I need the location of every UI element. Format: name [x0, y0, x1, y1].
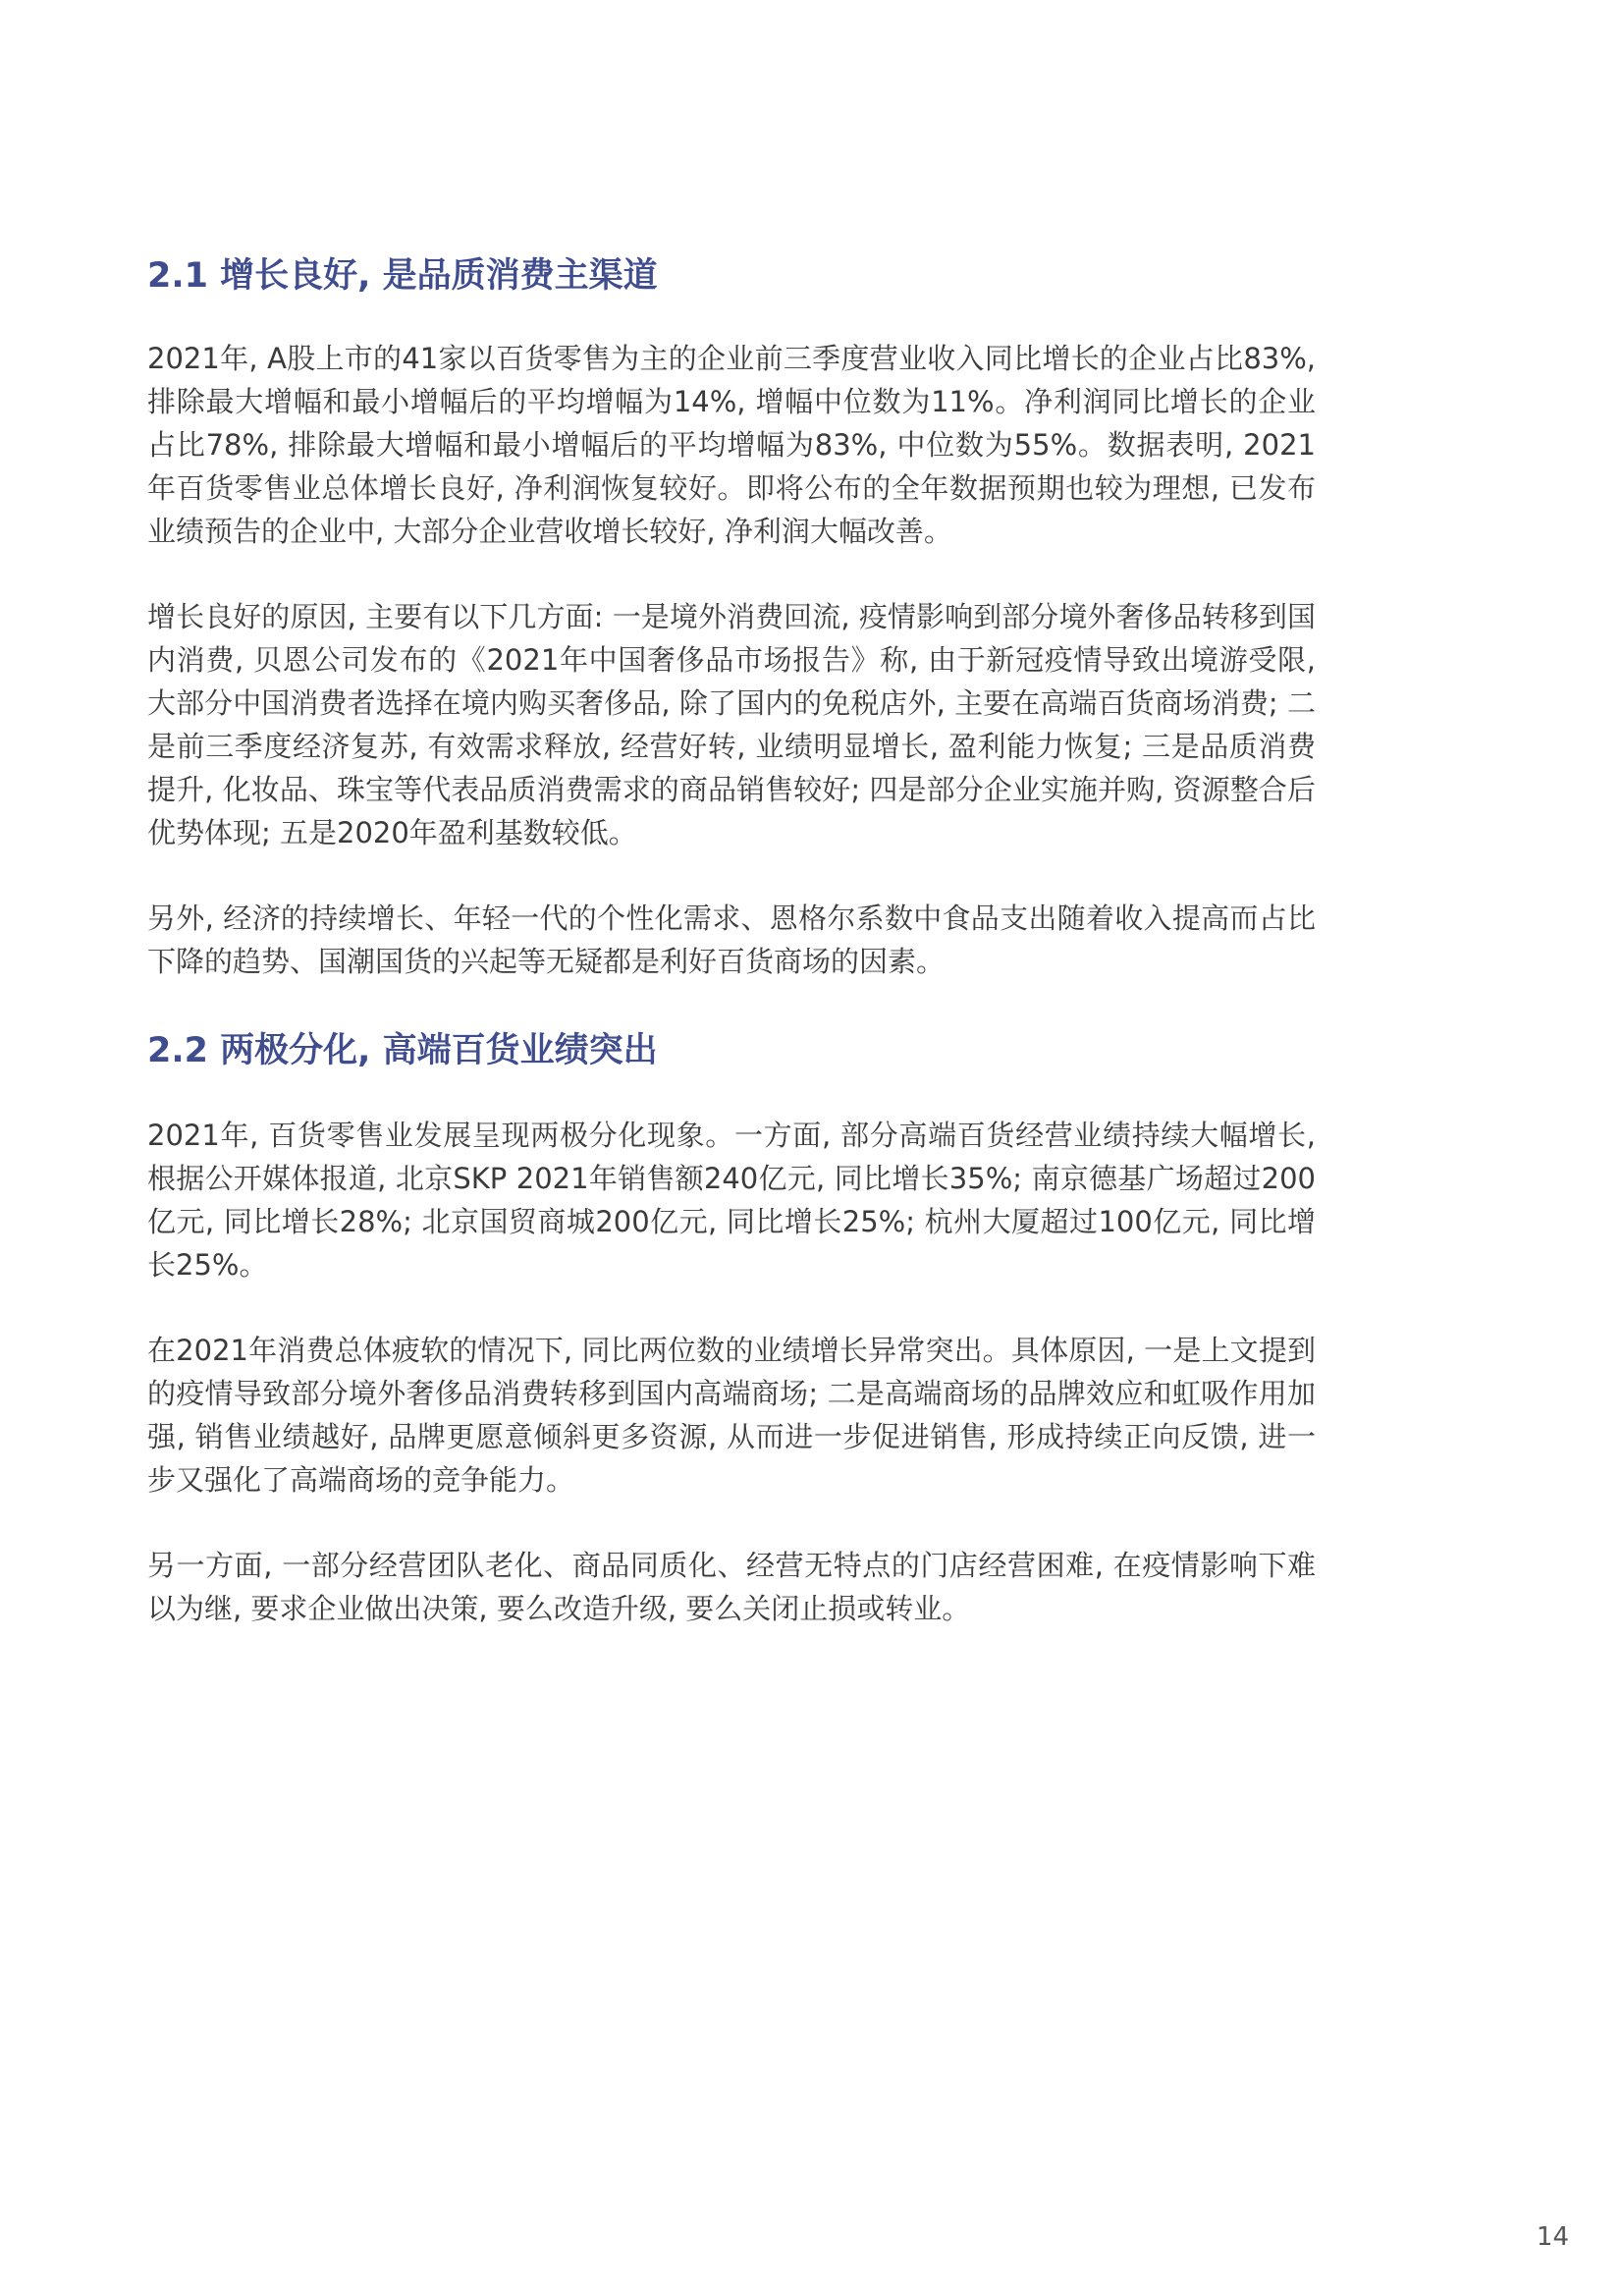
section-heading-2-1: 2.1 增长良好, 是品质消费主渠道: [147, 256, 658, 296]
paragraph-2-1-2: 增长良好的原因, 主要有以下几方面: 一是境外消费回流, 疫情影响到部分境外奢侈品转移到国内消费, 贝恩公司发布的《2021年中国奢侈品市场报告》称, 由于新冠疫情导致出境游受限, 大部分中国消费者选择在境内购买奢侈品, 除了国内的免税店外, 主要在高端百货商场消费; 二是前三季度经济复苏, 有效需求释放, 经营好转, 业绩明显增长, 盈利能力恢复; 三是品质消费提升, 化妆品、珠宝等代表品质消费需求的商品销售较好; 四是部分企业实施并购, 资源整合后优势体现; 五是2020年盈利基数较低。: [147, 600, 1316, 849]
paragraph-2-2-1: 2021年, 百货零售业发展呈现两极分化现象。一方面, 部分高端百货经营业绩持续大幅增长, 根据公开媒体报道, 北京SKP 2021年销售额240亿元, 同比增长35%; 南京德基广场超过200亿元, 同比增长28%; 北京国贸商城200亿元, 同比增长25%; 杭州大厦超过100亿元, 同比增长25%。: [147, 1119, 1316, 1282]
page-number: 14: [1536, 2222, 1569, 2252]
paragraph-2-1-3: 另外, 经济的持续增长、年轻一代的个性化需求、恩格尔系数中食品支出随着收入提高而占比下降的趋势、国潮国货的兴起等无疑都是利好百货商场的因素。: [147, 902, 1316, 978]
paragraph-2-2-3: 另一方面, 一部分经营团队老化、商品同质化、经营无特点的门店经营困难, 在疫情影响下难以为继, 要求企业做出决策, 要么改造升级, 要么关闭止损或转业。: [147, 1549, 1316, 1625]
paragraph-2-1-1: 2021年, A股上市的41家以百货零售为主的企业前三季度营业收入同比增长的企业占比83%, 排除最大增幅和最小增幅后的平均增幅为14%, 增幅中位数为11%。净利润同比增长的企业占比78%, 排除最大增幅和最小增幅后的平均增幅为83%, 中位数为55%。数据表明, 2021年百货零售业总体增长良好, 净利润恢复较好。即将公布的全年数据预期也较为理想, 已发布业绩预告的企业中, 大部分企业营收增长较好, 净利润大幅改善。: [147, 342, 1316, 548]
section-heading-2-2: 2.2 两极分化, 高端百货业绩突出: [147, 1031, 658, 1070]
document-page: [147, 250, 1316, 1672]
paragraph-2-2-2: 在2021年消费总体疲软的情况下, 同比两位数的业绩增长异常突出。具体原因, 一是上文提到的疫情导致部分境外奢侈品消费转移到国内高端商场; 二是高端商场的品牌效应和虹吸作用加强, 销售业绩越好, 品牌更愿意倾斜更多资源, 从而进一步促进销售, 形成持续正向反馈, 进一步又强化了高端商场的竞争能力。: [147, 1334, 1316, 1497]
